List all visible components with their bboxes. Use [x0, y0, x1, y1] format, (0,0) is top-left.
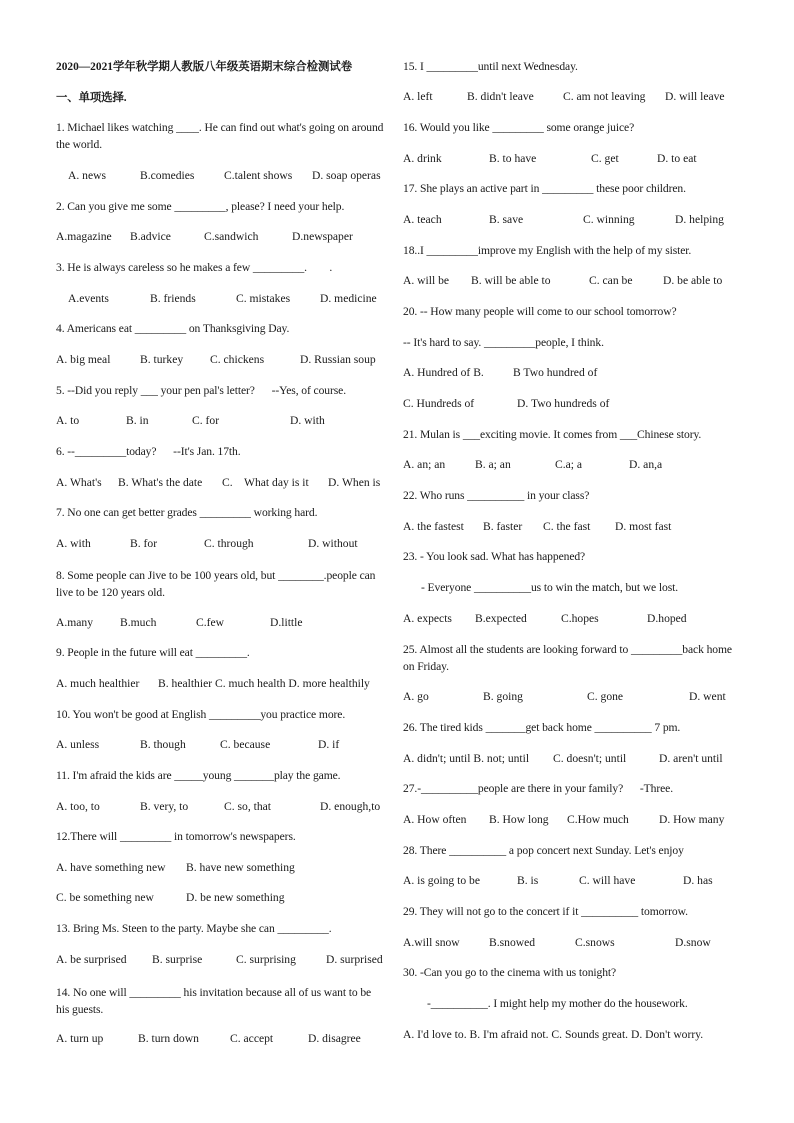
question-13-stem: 13. Bring Ms. Steen to the party. Maybe she can _________. [56, 922, 332, 935]
q21-option-b[interactable]: B. a; an [475, 458, 511, 471]
q26-option-ab[interactable]: A. didn't; until B. not; until [403, 752, 530, 765]
q20-option-d[interactable]: D. Two hundreds of [517, 397, 610, 410]
question-3-stem: 3. He is always careless so he makes a few _________. . [56, 261, 333, 274]
q9-option-bcd[interactable]: B. healthier C. much health D. more healthily [158, 677, 370, 690]
q12-option-a[interactable]: A. have something new [56, 861, 166, 874]
q28-option-d[interactable]: D. has [683, 874, 713, 887]
q18-option-b[interactable]: B. will be able to [471, 274, 551, 287]
question-23-stem: 23. - You look sad. What has happened? [403, 550, 586, 563]
question-25-stem: 25. Almost all the students are looking forward to _________back home on Friday. [403, 643, 732, 673]
q1-option-d[interactable]: D. soap operas [312, 169, 381, 182]
question-7-stem: 7. No one can get better grades _________ working hard. [56, 506, 318, 519]
q5-option-b[interactable]: B. in [126, 414, 149, 427]
q16-option-d[interactable]: D. to eat [657, 152, 697, 165]
q7-option-a[interactable]: A. with [56, 537, 91, 550]
question-20-response: -- It's hard to say. _________people, I think. [403, 336, 604, 349]
q15-option-c[interactable]: C. am not leaving [563, 90, 646, 103]
q12-option-b[interactable]: B. have new something [186, 861, 295, 874]
question-30-response: -__________. I might help my mother do the housework. [427, 997, 688, 1010]
q11-option-c[interactable]: C. so, that [224, 800, 272, 813]
q10-option-b[interactable]: B. though [140, 738, 186, 751]
q16-option-a[interactable]: A. drink [403, 152, 442, 165]
q18-option-a[interactable]: A. will be [403, 274, 450, 287]
question-8-stem: 8. Some people can Jive to be 100 years old, but ________.people can live to be 120 years old. [56, 569, 376, 599]
q15-option-a[interactable]: A. left [403, 90, 433, 103]
q8-option-b[interactable]: B.much [120, 616, 157, 629]
q14-option-a[interactable]: A. turn up [56, 1032, 104, 1045]
question-11-stem: 11. I'm afraid the kids are _____young _______play the game. [56, 769, 341, 782]
q10-option-d[interactable]: D. if [318, 738, 340, 751]
q25-option-b[interactable]: B. going [483, 690, 523, 703]
question-9-stem: 9. People in the future will eat _________. [56, 646, 250, 659]
q13-option-a[interactable]: A. be surprised [56, 953, 127, 966]
q6-option-a[interactable]: A. What's [56, 476, 102, 489]
q11-option-a[interactable]: A. too, to [56, 800, 100, 813]
question-26-stem: 26. The tired kids _______get back home __________ 7 pm. [403, 721, 681, 734]
q22-option-c[interactable]: C. the fast [543, 520, 591, 533]
q23-option-a[interactable]: A. expects [403, 612, 452, 625]
q13-option-c[interactable]: C. surprising [236, 953, 296, 966]
q23-option-c[interactable]: C.hopes [561, 612, 599, 625]
q10-option-a[interactable]: A. unless [56, 738, 100, 751]
q3-option-c[interactable]: C. mistakes [236, 292, 291, 305]
question-30-stem: 30. -Can you go to the cinema with us tonight? [403, 966, 617, 979]
q27-option-d[interactable]: D. How many [659, 813, 725, 826]
q29-option-b[interactable]: B.snowed [489, 936, 536, 949]
question-23-response: - Everyone __________us to win the match, but we lost. [421, 581, 679, 594]
q22-option-a[interactable]: A. the fastest [403, 520, 464, 533]
q18-option-c[interactable]: C. can be [589, 274, 633, 287]
q17-option-d[interactable]: D. helping [675, 213, 724, 226]
q27-option-c[interactable]: C.How much [567, 813, 629, 826]
q2-option-a[interactable]: A.magazine [56, 230, 112, 243]
question-6-stem: 6. --_________today? --It's Jan. 17th. [56, 445, 241, 458]
q13-option-b[interactable]: B. surprise [152, 953, 203, 966]
q10-option-c[interactable]: C. because [220, 738, 271, 751]
q4-option-c[interactable]: C. chickens [210, 353, 265, 366]
q21-option-c[interactable]: C.a; a [555, 458, 583, 471]
question-2-stem: 2. Can you give me some _________, please? I need your help. [56, 200, 345, 213]
q2-option-c[interactable]: C.sandwich [204, 230, 259, 243]
question-22-stem: 22. Who runs __________ in your class? [403, 489, 590, 502]
q27-option-a[interactable]: A. How often [403, 813, 467, 826]
q23-option-b[interactable]: B.expected [475, 612, 527, 625]
question-17-stem: 17. She plays an active part in _________ these poor children. [403, 182, 686, 195]
q14-option-d[interactable]: D. disagree [308, 1032, 361, 1045]
q9-option-a[interactable]: A. much healthier [56, 677, 140, 690]
q20-option-c[interactable]: C. Hundreds of [403, 397, 475, 410]
q22-option-b[interactable]: B. faster [483, 520, 523, 533]
section-heading: 一、单项选择. [56, 92, 127, 104]
q16-option-c[interactable]: C. get [591, 152, 619, 165]
q14-option-c[interactable]: C. accept [230, 1032, 274, 1045]
q14-option-b[interactable]: B. turn down [138, 1032, 199, 1045]
q28-option-a[interactable]: A. is going to be [403, 874, 480, 887]
q3-option-d[interactable]: D. medicine [320, 292, 377, 305]
question-15-stem: 15. I _________until next Wednesday. [403, 60, 578, 73]
q8-option-a[interactable]: A.many [56, 616, 94, 629]
question-16-stem: 16. Would you like _________ some orange juice? [403, 121, 635, 134]
q25-option-d[interactable]: D. went [689, 690, 726, 703]
q23-option-d[interactable]: D.hoped [647, 612, 687, 625]
q4-option-d[interactable]: D. Russian soup [300, 353, 376, 366]
q4-option-a[interactable]: A. big meal [56, 353, 111, 366]
question-20-stem: 20. -- How many people will come to our school tomorrow? [403, 305, 677, 318]
q17-option-c[interactable]: C. winning [583, 213, 635, 226]
question-12-stem: 12.There will _________ in tomorrow's newspapers. [56, 830, 296, 843]
q29-option-c[interactable]: C.snows [575, 936, 615, 949]
q5-option-d[interactable]: D. with [290, 414, 325, 427]
q20-option-b[interactable]: B Two hundred of [513, 366, 598, 379]
q5-option-a[interactable]: A. to [56, 414, 80, 427]
q13-option-d[interactable]: D. surprised [326, 953, 383, 966]
q21-option-a[interactable]: A. an; an [403, 458, 446, 471]
q30-options[interactable]: A. I'd love to. B. I'm afraid not. C. Sounds great. D. Don't worry. [403, 1028, 704, 1041]
q25-option-c[interactable]: C. gone [587, 690, 624, 703]
q20-option-a[interactable]: A. Hundred of B. [403, 366, 484, 379]
q5-option-c[interactable]: C. for [192, 414, 220, 427]
q29-option-a[interactable]: A.will snow [403, 936, 460, 949]
question-5-stem: 5. --Did you reply ___ your pen pal's letter? --Yes, of course. [56, 384, 347, 397]
q12-option-c[interactable]: C. be something new [56, 891, 154, 904]
q7-option-c[interactable]: C. through [204, 537, 254, 550]
q1-option-a[interactable]: A. news [68, 169, 106, 182]
question-21-stem: 21. Mulan is ___exciting movie. It comes from ___Chinese story. [403, 428, 702, 441]
question-1-stem: 1. Michael likes watching ____. He can find out what's going on around the world. [56, 121, 384, 151]
q6-option-d[interactable]: D. When is [328, 476, 381, 489]
question-18-stem: 18..I _________improve my English with the help of my sister. [403, 244, 692, 257]
page-title: 2020—2021学年秋学期人教版八年级英语期末综合检测试卷 [56, 61, 353, 73]
question-10-stem: 10. You won't be good at English _________you practice more. [56, 708, 346, 721]
q1-option-c[interactable]: C.talent shows [224, 169, 293, 182]
q29-option-d[interactable]: D.snow [675, 936, 711, 949]
q7-option-b[interactable]: B. for [130, 537, 158, 550]
q26-option-c[interactable]: C. doesn't; until [553, 752, 627, 765]
q28-option-c[interactable]: C. will have [579, 874, 636, 887]
question-14-stem: 14. No one will _________ his invitation because all of us want to be his guests. [56, 986, 372, 1016]
q6-option-b[interactable]: B. What's the date [118, 476, 203, 489]
q3-option-a[interactable]: A.events [68, 292, 109, 305]
q2-option-d[interactable]: D.newspaper [292, 230, 353, 243]
q12-option-d[interactable]: D. be new something [186, 891, 285, 904]
q16-option-b[interactable]: B. to have [489, 152, 537, 165]
q1-option-b[interactable]: B.comedies [140, 169, 195, 182]
question-27-stem: 27.-__________people are there in your family? -Three. [403, 782, 674, 795]
q6-option-c[interactable]: C. What day is it [222, 476, 309, 489]
q21-option-d[interactable]: D. an,a [629, 458, 663, 471]
q15-option-b[interactable]: B. didn't leave [467, 90, 534, 103]
q25-option-a[interactable]: A. go [403, 690, 429, 703]
q28-option-b[interactable]: B. is [517, 874, 539, 887]
q11-option-d[interactable]: D. enough,to [320, 800, 381, 813]
q17-option-b[interactable]: B. save [489, 213, 524, 226]
q22-option-d[interactable]: D. most fast [615, 520, 672, 533]
question-29-stem: 29. They will not go to the concert if it __________ tomorrow. [403, 905, 688, 918]
q4-option-b[interactable]: B. turkey [140, 353, 184, 366]
q26-option-d[interactable]: D. aren't until [659, 752, 723, 765]
q2-option-b[interactable]: B.advice [130, 230, 171, 243]
q17-option-a[interactable]: A. teach [403, 213, 442, 226]
q18-option-d[interactable]: D. be able to [663, 274, 723, 287]
q11-option-b[interactable]: B. very, to [140, 800, 189, 813]
q8-option-d[interactable]: D.little [270, 616, 303, 629]
q27-option-b[interactable]: B. How long [489, 813, 549, 826]
q7-option-d[interactable]: D. without [308, 537, 358, 550]
q15-option-d[interactable]: D. will leave [665, 90, 725, 103]
question-28-stem: 28. There __________ a pop concert next Sunday. Let's enjoy [403, 844, 684, 857]
question-4-stem: 4. Americans eat _________ on Thanksgiving Day. [56, 322, 290, 335]
q3-option-b[interactable]: B. friends [150, 292, 196, 305]
q8-option-c[interactable]: C.few [196, 616, 225, 629]
